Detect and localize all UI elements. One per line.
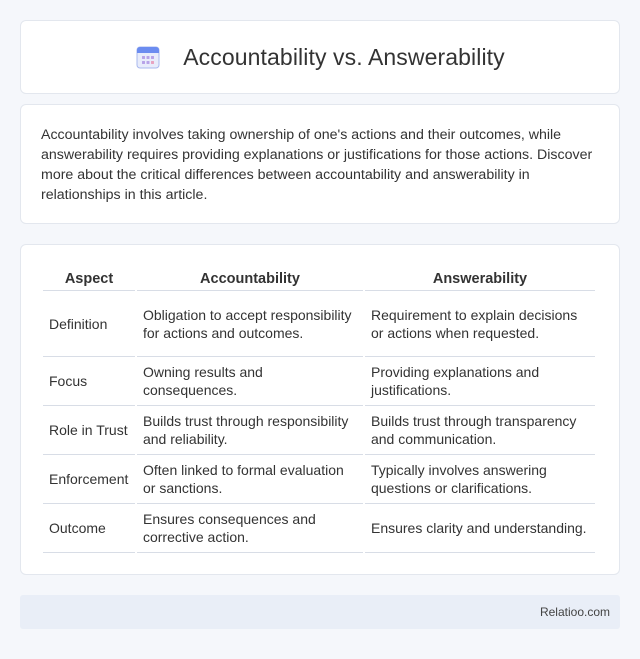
header-aspect: Aspect xyxy=(43,263,135,291)
table-row xyxy=(43,291,595,357)
footer-brand-link[interactable]: Relatioo.com xyxy=(539,605,610,619)
row-aspect: Focus xyxy=(43,357,135,406)
row-aspect: Outcome xyxy=(43,504,135,553)
header-accountability: Accountability xyxy=(137,263,363,291)
table-header-row xyxy=(43,263,595,291)
title-card xyxy=(20,20,620,94)
row-aspect: Role in Trust xyxy=(43,406,135,455)
row-aspect: Definition xyxy=(43,291,135,357)
row-accountability: Often linked to formal evaluation or sanctions. xyxy=(137,455,363,504)
row-answerability: Builds trust through transparency and communication. xyxy=(365,406,595,455)
row-answerability: Requirement to explain decisions or actions when requested. xyxy=(365,291,595,357)
row-accountability: Builds trust through responsibility and reliability. xyxy=(137,406,363,455)
row-accountability: Owning results and consequences. xyxy=(137,357,363,406)
row-accountability: Obligation to accept responsibility for actions and outcomes. xyxy=(137,291,363,357)
page-title: Accountability vs. Answerability xyxy=(183,43,505,70)
intro-text: Accountability involves taking ownership of one's actions and their outcomes, while answerability requires providing explanations or justifications for those actions. Discover more about the critical differences between accountability and answerability in relationships in this article. xyxy=(41,127,593,203)
row-aspect: Enforcement xyxy=(43,455,135,504)
comparison-table xyxy=(41,263,597,553)
table-row xyxy=(43,406,595,455)
intro-card xyxy=(20,104,620,224)
footer-bar xyxy=(20,595,620,629)
row-answerability: Providing explanations and justifications. xyxy=(365,357,595,406)
header-answerability: Answerability xyxy=(365,263,595,291)
row-accountability: Ensures consequences and corrective action. xyxy=(137,504,363,553)
table-row xyxy=(43,504,595,553)
row-answerability: Typically involves answering questions or clarifications. xyxy=(365,455,595,504)
table-row xyxy=(43,357,595,406)
calendar-icon xyxy=(135,44,161,70)
table-row xyxy=(43,455,595,504)
comparison-card xyxy=(20,244,620,575)
row-answerability: Ensures clarity and understanding. xyxy=(365,504,595,553)
